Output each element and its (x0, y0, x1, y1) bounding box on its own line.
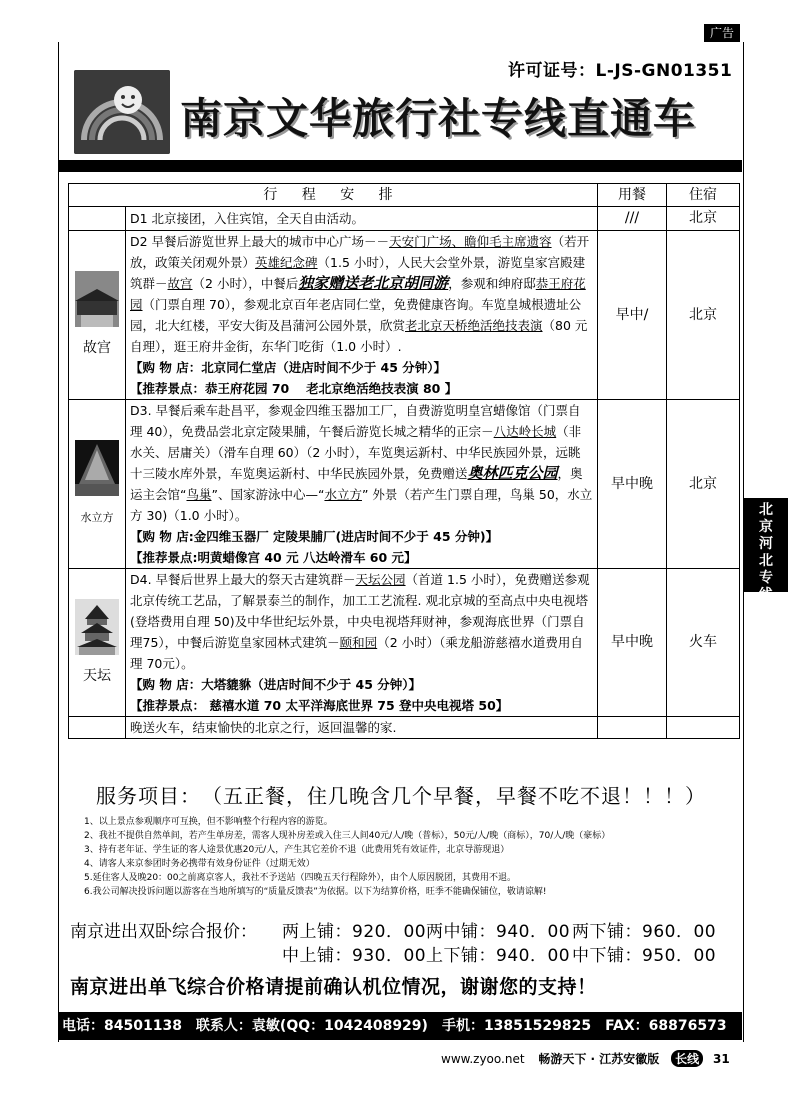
day4-recommend: 【推荐景点： 慈禧水道 70 太平洋海底世界 75 登中央电视塔 50】 (130, 698, 509, 713)
footer-line-badge: 长线 (671, 1050, 703, 1067)
table-header (69, 184, 740, 207)
sun-rainbow-logo (74, 70, 170, 154)
day2-meal: 早中/ (598, 231, 667, 400)
day3-stay: 北京 (667, 400, 740, 569)
table-row (69, 231, 740, 400)
title-divider (58, 160, 742, 172)
note-item: 2、我社不提供自然单间，若产生单房差，需客人现补房差或入住三人间40元/人/晚（普标），50元/人/晚（商标），70/人/晚（豪标） (84, 831, 611, 841)
day3-desc: D3. 早餐后乘车赴昌平，参观金四维玉器加工厂，自费游览明皇宫蜡像馆（门票自理 40），免费品尝北京定陵果脯，午餐后游览长城之精华的正宗－八达岭长城（非水关、居庸关）（滑车自理 60）（2 小时），车览奥运新村、中华民族园外景，远眺十三陵水库外景，车览奥运新村、中华民族园外景，免费赠送奥林匹克公园，奥运主会馆“鸟巢”、国家游泳中心—“水立方” 外景（若产生门票自理，鸟巢 50，水立方 30)（1.0 小时）。 【购 物 店:金四维玉器厂 定陵果脯厂(进店时间不少于 45 分钟)】 【推荐景点:明黄蜡像宫 40 元 八达岭滑车 60 元】 (126, 400, 598, 569)
contact-bar: 电话：84501138 联系人：袁敏(QQ：1042408929) 手机：13851529825 FAX：68876573 (58, 1012, 742, 1040)
day2-desc: D2 早餐后游览世界上最大的城市中心广场－－天安门广场、瞻仰毛主席遗容（若开放，政策关闭观外景）英雄纪念碑（1.5 小时），人民大会堂外景，游览皇家宫殿建筑群－故宫（2 小时），中餐后独家赠送老北京胡同游，参观和绅府邸恭王府花园（门票自理 70），参观北京百年老店同仁堂，免费健康咨询。车览皇城根遗址公园，北大红楼，平安大街及昌蒲河公园外景，欣赏老北京天桥绝活绝技表演（80 元自理），逛王府井金街，东华门吃街（1.0 小时）. 【购 物 店：北京同仁堂店（进店时间不少于 45 分钟）】 【推荐景点：恭王府花园 70 老北京绝活绝技表演 80 】 (126, 231, 598, 400)
day2-stay: 北京 (667, 231, 740, 400)
notes-list (84, 815, 734, 899)
table-row (69, 569, 740, 717)
note-item: 5.延住客人及晚20：00之前离京客人，我社不予送站（四晚五天行程除外），由个人原因脱团，其费用不退。 (84, 873, 516, 883)
table-row (69, 717, 740, 739)
forbidden-city-photo (75, 271, 119, 327)
price-middle-lower: 中下铺：950．00 (572, 946, 717, 966)
route-side-tab (744, 498, 788, 603)
header-plan: 行 程 安 排 (69, 184, 598, 207)
price-upper-two: 两上铺：920．00 (282, 922, 427, 942)
day3-caption: 水立方 (80, 511, 114, 524)
day2-recommend: 【推荐景点：恭王府花园 70 老北京绝活绝技表演 80 】 (130, 381, 458, 396)
page-number: 31 (712, 1052, 730, 1066)
day3-recommend: 【推荐景点:明黄蜡像宫 40 元 八达岭滑车 60 元】 (130, 550, 417, 565)
price-lower-two: 两下铺：960．00 (572, 922, 717, 942)
price-middle-two: 两中铺：940．00 (426, 922, 571, 942)
table-row (69, 207, 740, 231)
water-cube-photo (75, 440, 119, 496)
day4-meal: 早中晚 (598, 569, 667, 717)
license-number: 许可证号：L-JS-GN01351 (508, 61, 733, 81)
day1-meal: /// (598, 207, 667, 231)
footer-site: www.zyoo.net (441, 1052, 525, 1066)
price-middle-upper: 中上铺：930．00 (282, 946, 427, 966)
page-title: 南京文华旅行社专线直通车 (180, 94, 697, 143)
note-item: 4、请客人来京参团时务必携带有效身份证件（过期无效） (84, 859, 315, 869)
itinerary-table (68, 183, 740, 739)
day1-stay: 北京 (667, 207, 740, 231)
ad-tag: 广告 (704, 24, 740, 42)
note-item: 1、以上景点参观顺序可互换，但不影响整个行程内容的游览。 (84, 817, 333, 827)
flight-confirm-notice: 南京进出单飞综合价格请提前确认机位情况，谢谢您的支持！ (70, 976, 597, 998)
note-item: 6.我公司解决投诉问题以游客在当地所填写的“质量反馈表”为依据。以下为结算价格，旺季不能确保铺位，敬请谅解! (84, 887, 547, 897)
page-footer (441, 1050, 730, 1067)
day4-desc: D4. 早餐后世界上最大的祭天古建筑群－天坛公园（首道 1.5 小时），免费赠送参观北京传统工艺品，了解景泰兰的制作，加工工艺流程. 观北京城的至高点中央电视塔(登塔费用自理 50)及中华世纪坛外景，中央电视塔拜财神，参观海底世界（门票自理75），中餐后游览皇家园林式建筑－颐和园（2 小时）（乘龙船游慈禧水道费用自理 70元）。 【购 物 店：大塔貔貅（进店时间不少于 45 分钟）】 【推荐景点： 慈禧水道 70 太平洋海底世界 75 登中央电视塔 50】 (126, 569, 598, 717)
day4-shop: 【购 物 店：大塔貔貅（进店时间不少于 45 分钟）】 (130, 677, 422, 692)
side-tab-label: 北京河北专线 (759, 502, 773, 603)
day2-shop: 【购 物 店：北京同仁堂店（进店时间不少于 45 分钟）】 (130, 360, 447, 375)
service-items: 服务项目： （五正餐，住几晚含几个早餐，早餐不吃不退！！！） (96, 784, 706, 808)
day4-caption: 天坛 (83, 667, 111, 684)
day4-stay: 火车 (667, 569, 740, 717)
day3-meal: 早中晚 (598, 400, 667, 569)
table-row (69, 400, 740, 569)
day3-shop: 【购 物 店:金四维玉器厂 定陵果脯厂(进店时间不少于 45 分钟)】 (130, 529, 499, 544)
day1-desc: D1 北京接团，入住宾馆，全天自由活动。 (126, 207, 598, 231)
price-title: 南京进出双卧综合报价： (70, 922, 257, 942)
header-stay: 住宿 (667, 184, 740, 207)
header-meal: 用餐 (598, 184, 667, 207)
price-upper-lower: 上下铺：940．00 (426, 946, 571, 966)
note-item: 3、持有老年证、学生证的客人途景优惠20元/人，产生其它差价不退（此费用凭有效证件，北京导游现退） (84, 845, 510, 855)
footer-brand: 畅游天下 · 江苏安徽版 (538, 1052, 660, 1066)
day2-caption: 故宫 (83, 340, 111, 356)
day5-desc: 晚送火车，结束愉快的北京之行，返回温馨的家. (126, 717, 598, 739)
temple-of-heaven-photo (75, 599, 119, 655)
